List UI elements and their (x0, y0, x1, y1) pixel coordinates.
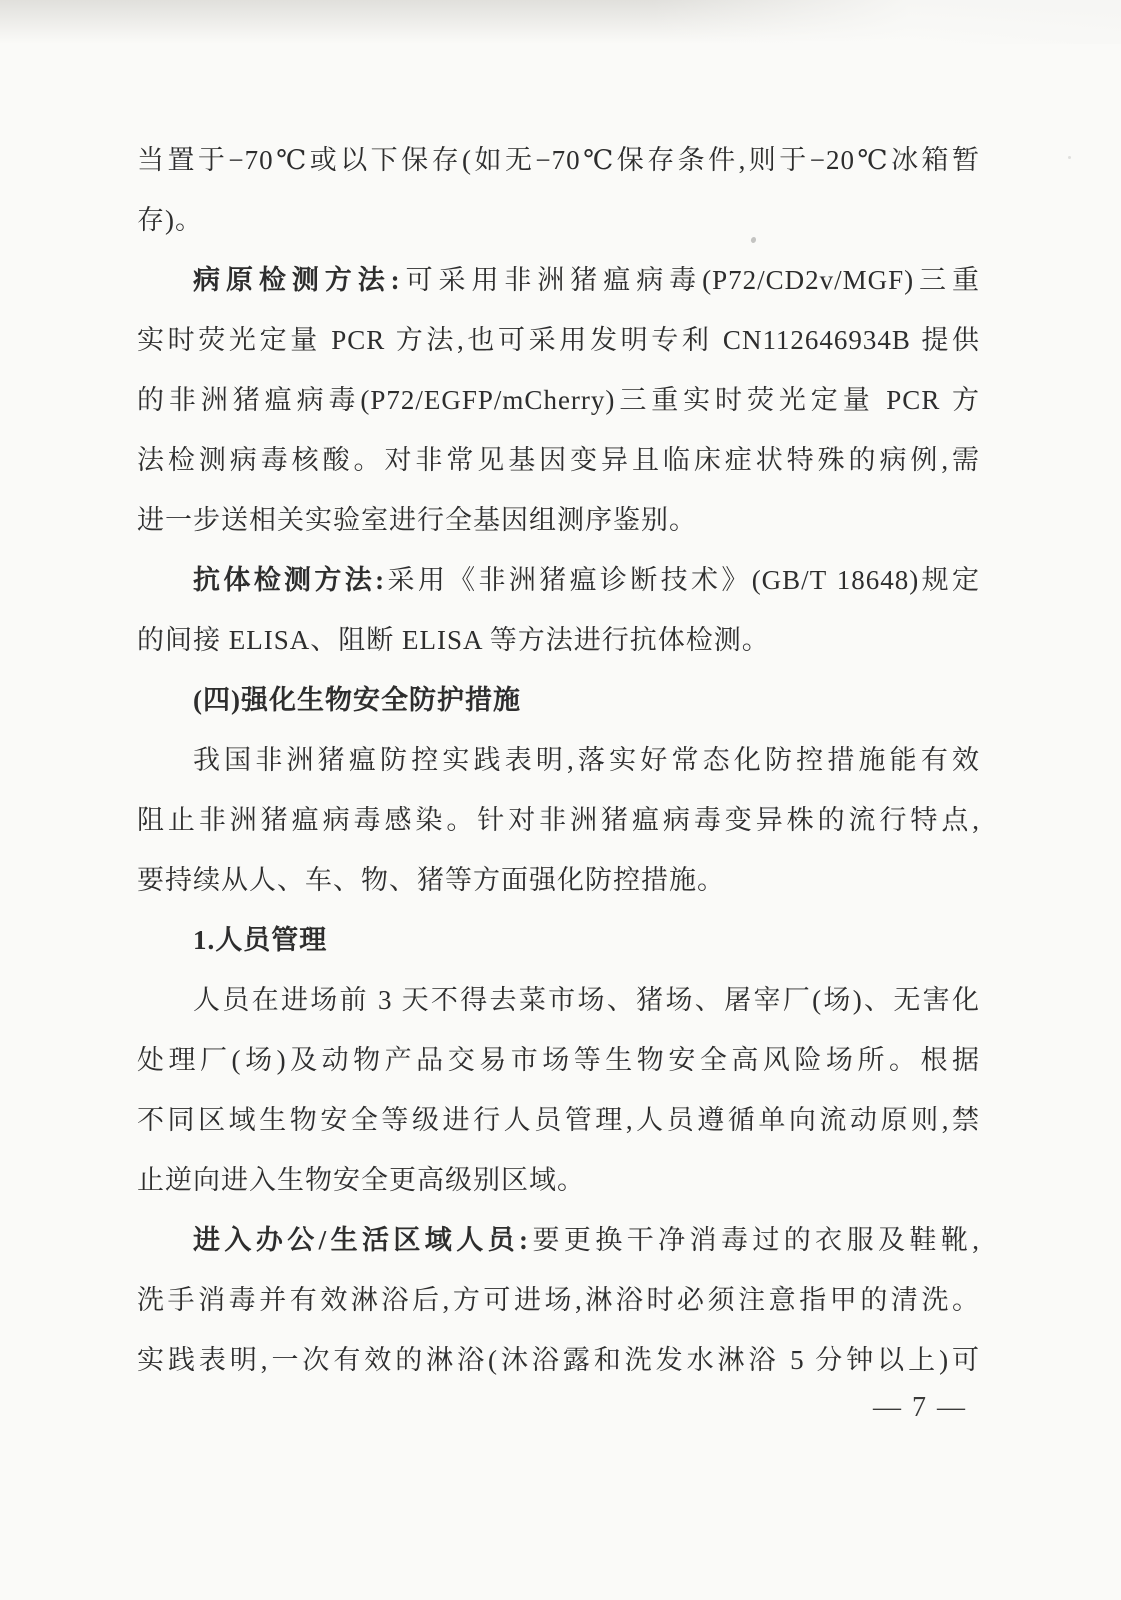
numbered-heading-line: 1.人员管理 (193, 925, 328, 955)
bold-lead-run: 进入办公/生活区域人员: (193, 1225, 530, 1255)
text-run: 采用《非洲猪瘟诊断技术》(GB/T 18648)规定 (385, 565, 980, 595)
paragraph-pathogen-testing (137, 250, 980, 550)
text-line: 实时荧光定量 PCR 方法,也可采用发明专利 CN112646934B 提供 (137, 325, 980, 355)
text-line (137, 250, 980, 310)
text-line: 不同区域生物安全等级进行人员管理,人员遵循单向流动原则,禁 (137, 1105, 980, 1135)
text-line: 人员在进场前 3 天不得去菜市场、猪场、屠宰厂(场)、无害化 (193, 985, 980, 1015)
text-line: 进一步送相关实验室进行全基因组测序鉴别。 (137, 505, 697, 535)
paragraph-continued (137, 130, 980, 250)
text-line: 处理厂(场)及动物产品交易市场等生物安全高风险场所。根据 (137, 1045, 980, 1075)
paragraph-personnel-management (137, 970, 980, 1210)
scanner-noise-band (0, 0, 1121, 44)
section-heading-biosecurity (137, 670, 980, 730)
text-line (137, 1210, 980, 1270)
text-line: 法检测病毒核酸。对非常见基因变异且临床症状特殊的病例,需 (137, 445, 980, 475)
page-number: — 7 — (873, 1392, 967, 1423)
text-line: 我国非洲猪瘟防控实践表明,落实好常态化防控措施能有效 (193, 745, 980, 775)
text-line: 存)。 (137, 205, 203, 235)
paragraph-office-area-entry (137, 1210, 980, 1390)
text-line (137, 550, 980, 610)
section-heading-line: (四)强化生物安全防护措施 (193, 685, 521, 715)
text-line: 的间接 ELISA、阻断 ELISA 等方法进行抗体检测。 (137, 625, 770, 655)
text-run: 要更换干净消毒过的衣服及鞋靴, (529, 1225, 980, 1255)
text-line: 洗手消毒并有效淋浴后,方可进场,淋浴时必须注意指甲的清洗。 (137, 1285, 980, 1315)
bold-lead-run: 病原检测方法: (193, 265, 401, 295)
paragraph-prevention-practice (137, 730, 980, 910)
bold-lead-run: 抗体检测方法: (193, 565, 386, 595)
paragraph-antibody-testing (137, 550, 980, 670)
text-line: 阻止非洲猪瘟病毒感染。针对非洲猪瘟病毒变异株的流行特点, (137, 805, 980, 835)
document-body (137, 130, 980, 1390)
text-run: 可采用非洲猪瘟病毒(P72/CD2v/MGF)三重 (400, 265, 980, 295)
numbered-heading-personnel (137, 910, 980, 970)
text-line: 止逆向进入生物安全更高级别区域。 (137, 1165, 585, 1195)
text-line: 实践表明,一次有效的淋浴(沐浴露和洗发水淋浴 5 分钟以上)可 (137, 1345, 980, 1375)
text-line: 当置于−70℃或以下保存(如无−70℃保存条件,则于−20℃冰箱暂 (137, 145, 980, 175)
text-line: 的非洲猪瘟病毒(P72/EGFP/mCherry)三重实时荧光定量 PCR 方 (137, 385, 980, 415)
scanner-noise-fade (650, 0, 1121, 44)
text-line: 要持续从人、车、物、猪等方面强化防控措施。 (137, 865, 725, 895)
scan-speck (1068, 156, 1071, 159)
